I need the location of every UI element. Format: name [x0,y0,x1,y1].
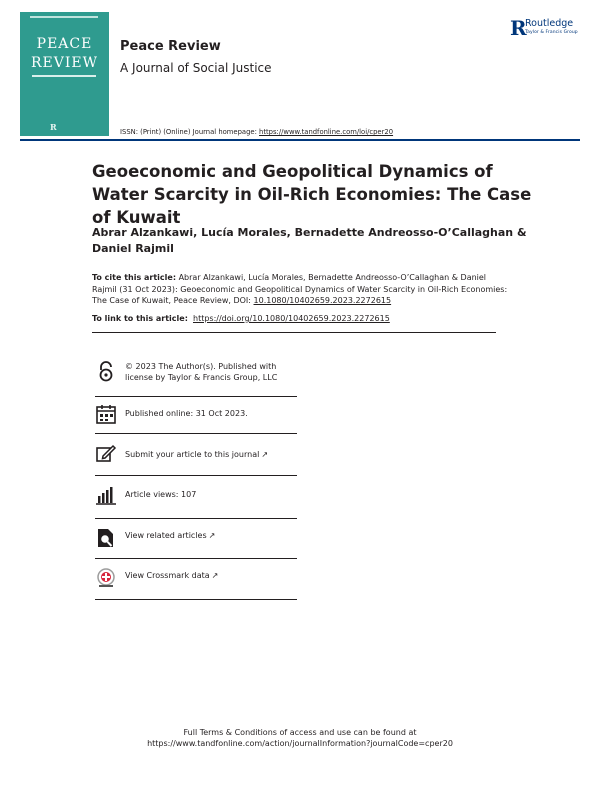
info-separator [95,558,297,559]
journal-title: Peace Review [120,39,221,54]
info-separator [95,433,297,434]
related-articles-link[interactable]: View related articles ↗ [125,531,216,540]
external-link-icon: ↗ [208,531,216,540]
article-link-block [92,314,390,323]
info-separator [95,475,297,476]
related-search-icon [95,527,117,549]
external-link-icon: ↗ [261,450,269,459]
cover-title-line1: PEACE [36,36,93,52]
external-link-icon: ↗ [211,571,219,580]
open-access-lock-icon [95,361,117,383]
info-separator [95,396,297,397]
footer-terms [0,727,600,749]
doi-link[interactable]: 10.1080/10402659.2023.2272615 [253,296,392,305]
journal-homepage-link[interactable]: https://www.tandfonline.com/loi/cper20 [259,128,394,136]
license-text: © 2023 The Author(s). Published with license by Taylor & Francis Group, LLC [125,362,278,382]
header-rule [20,139,580,141]
link-label: To link to this article: [92,314,188,323]
edit-pencil-icon [95,442,117,464]
cover-decoration [32,75,96,77]
article-title: Geoeconomic and Geopolitical Dynamics of Water Scarcity in Oil-Rich Economies: The Case of Kuwait [92,162,532,227]
crossmark-icon [95,567,117,589]
footer-line1: Full Terms & Conditions of access and use can be found at [183,728,417,737]
journal-subtitle: A Journal of Social Justice [120,61,272,75]
info-separator [95,518,297,519]
crossmark-link[interactable]: View Crossmark data ↗ [125,571,219,580]
section-divider [92,332,496,333]
routledge-logo-icon: R [510,16,527,40]
citation-label: To cite this article: [92,273,177,282]
issn-line [120,128,393,136]
submit-article-link[interactable]: Submit your article to this journal ↗ [125,450,269,459]
publisher-tagline: Taylor & Francis Group [525,30,578,35]
info-separator [95,599,297,600]
article-doi-url[interactable]: https://doi.org/10.1080/10402659.2023.2272615 [193,314,390,323]
issn-text: ISSN: (Print) (Online) Journal homepage: [120,128,260,136]
publisher-name: Routledge [525,18,574,29]
citation-block [92,272,512,307]
cover-title-line2: REVIEW [30,55,98,71]
article-authors: Abrar Alzankawi, Lucía Morales, Bernadette Andreosso-O’Callaghan & Daniel Rajmil [92,226,527,255]
article-views-text: Article views: 107 [125,490,197,499]
footer-terms-url[interactable]: https://www.tandfonline.com/action/journalInformation?journalCode=cper20 [147,739,453,748]
cover-decoration [30,16,98,18]
cover-publisher-mark: R [50,122,57,132]
published-date-text: Published online: 31 Oct 2023. [125,409,248,418]
bar-chart-icon [95,484,117,506]
journal-cover-image [20,12,109,136]
citation-text: Abrar Alzankawi, Lucía Morales, Bernadette Andreosso-O’Callaghan & Daniel Rajmil (31 Oct 2023): Geoeconomic and Geopolitical Dynamics of Water Scarcity in Oil-Rich Economies: The Case of Kuwait, Peace Review, DOI: [92,273,508,305]
calendar-icon [95,403,117,425]
